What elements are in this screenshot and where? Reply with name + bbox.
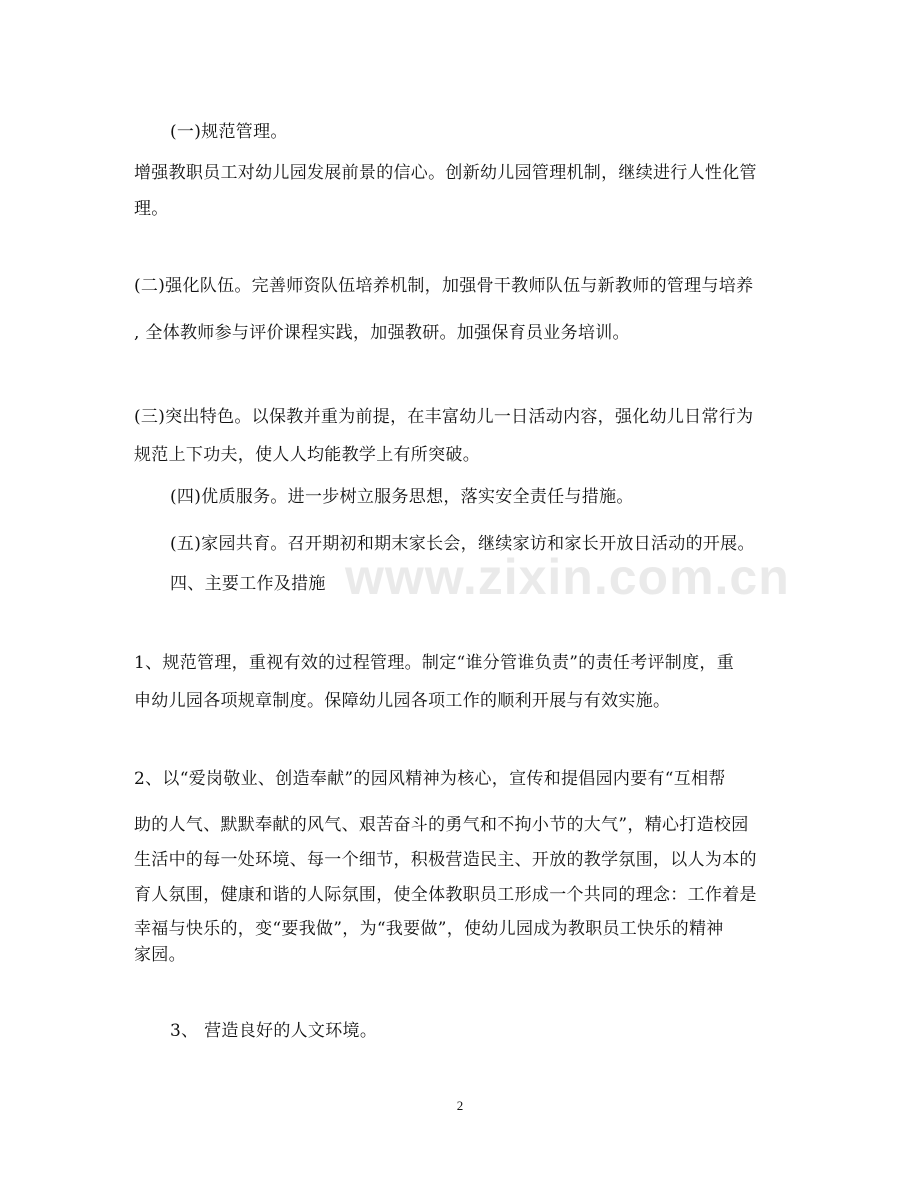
paragraph-line: 助的人气、默默奉献的风气、艰苦奋斗的勇气和不拘小节的大气”，精心打造校园: [134, 815, 749, 835]
paragraph-line: 理。: [134, 199, 169, 219]
paragraph-line: 申幼儿园各项规章制度。保障幼儿园各项工作的顺利开展与有效实施。: [134, 691, 671, 711]
paragraph-line: 增强教职员工对幼儿园发展前景的信心。创新幼儿园管理机制，继续进行人性化管: [134, 163, 757, 183]
section-heading-standardized-management: (一)规范管理。: [170, 122, 288, 142]
paragraph-line: 幸福与快乐的，变“要我做”，为“我要做”，使幼儿园成为教职员工快乐的精神: [134, 919, 724, 939]
paragraph-line: , 全体教师参与评价课程实践，加强教研。加强保育员业务培训。: [134, 323, 630, 343]
paragraph-line: 家园。: [134, 945, 186, 965]
watermark: www.zixin.com.cn: [345, 549, 790, 605]
paragraph-line: 3、 营造良好的人文环境。: [170, 1021, 378, 1041]
section-heading-main-work: 四、主要工作及措施: [170, 574, 326, 594]
page-number: 2: [456, 1098, 464, 1113]
paragraph-line: (三)突出特色。以保教并重为前提，在丰富幼儿一日活动内容，强化幼儿日常行为: [134, 407, 754, 427]
paragraph-line: 规范上下功夫，使人人均能教学上有所突破。: [134, 445, 480, 465]
paragraph-line: (二)强化队伍。完善师资队伍培养机制，加强骨干教师队伍与新教师的管理与培养: [134, 276, 754, 296]
paragraph-line: 生活中的每一处环境、每一个细节，积极营造民主、开放的教学氛围，以人为本的: [134, 850, 757, 870]
paragraph-line: 1、规范管理，重视有效的过程管理。制定“谁分管谁负责”的责任考评制度，重: [134, 653, 734, 673]
paragraph-line: (四)优质服务。进一步树立服务思想，落实安全责任与措施。: [170, 487, 634, 507]
paragraph-line: (五)家园共育。召开期初和期末家长会，继续家访和家长开放日活动的开展。: [170, 534, 755, 554]
paragraph-line: 2、以“爱岗敬业、创造奉献”的园风精神为核心，宣传和提倡园内要有“互相帮: [134, 769, 726, 789]
paragraph-line: 育人氛围，健康和谐的人际氛围，使全体教职员工形成一个共同的理念：工作着是: [134, 885, 757, 905]
